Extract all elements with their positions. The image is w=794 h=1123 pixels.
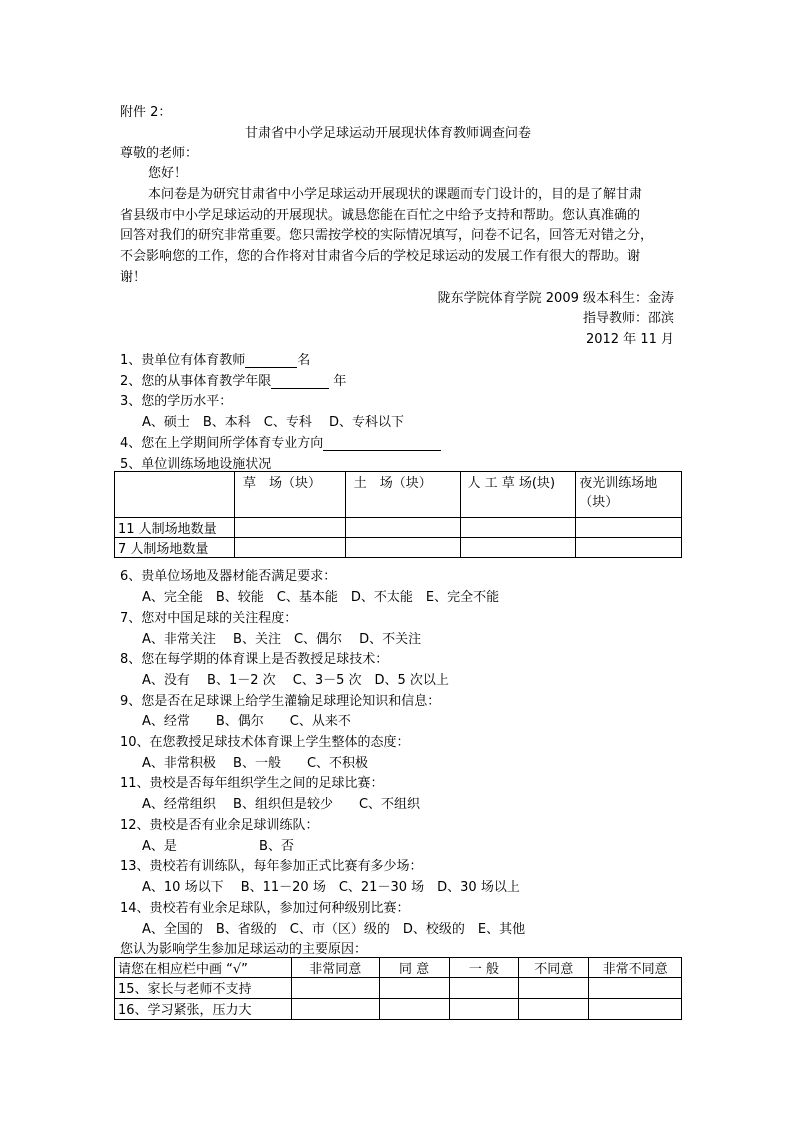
table-header-cell: 夜光训练场地（块） (576, 472, 682, 518)
question-10: 10、在您教授足球技术体育课上学生整体的态度： (120, 735, 410, 750)
question-1 (120, 349, 310, 368)
strongly-disagree-cell[interactable] (589, 999, 682, 1020)
question-8: 8、您在每学期的体育课上是否教授足球技术： (120, 652, 389, 667)
intro-line: 不会影响您的工作，您的合作将对甘肃省今后的学校足球运动的发展工作有很大的帮助。谢 (120, 249, 641, 264)
table-header-row (115, 958, 682, 978)
salutation: 尊敬的老师： (120, 146, 199, 161)
question-11-options: A、经常组织 B、组织但是较少 C、不组织 (142, 797, 421, 812)
question-11: 11、贵校是否每年组织学生之间的足球比赛： (120, 776, 384, 791)
row-label: 16、学习紧张，压力大 (115, 999, 292, 1020)
row-label: 7 人制场地数量 (115, 538, 235, 558)
table-row (115, 518, 682, 538)
question-unit: 年 (333, 374, 347, 389)
artificial-field-count-cell[interactable] (461, 538, 576, 558)
question-8-options: A、没有 B、1－2 次 C、3－5 次 D、5 次以上 (142, 673, 449, 688)
question-9: 9、您是否在足球课上给学生灌输足球理论知识和信息： (120, 694, 441, 709)
strongly-agree-cell[interactable] (291, 999, 379, 1020)
table-header-row (115, 472, 682, 518)
strongly-disagree-cell[interactable] (589, 978, 682, 999)
question-7: 7、您对中国足球的关注程度： (120, 611, 298, 626)
table-row (115, 538, 682, 558)
teacher-count-field[interactable] (245, 353, 297, 368)
artificial-field-count-cell[interactable] (461, 518, 576, 538)
question-5: 5、单位训练场地设施状况 (120, 457, 272, 472)
question-10-options: A、非常积极 B、一般 C、不积极 (142, 756, 369, 771)
table-header-cell: 人 工 草 场(块) (461, 472, 576, 518)
question-6: 6、贵单位场地及器材能否满足要求： (120, 569, 337, 584)
question-7-options: A、非常关注 B、关注 C、偶尔 D、不关注 (142, 632, 422, 647)
major-direction-field[interactable] (323, 436, 441, 451)
strongly-agree-cell[interactable] (291, 978, 379, 999)
grass-field-count-cell[interactable] (234, 518, 345, 538)
agree-cell[interactable] (379, 978, 449, 999)
question-12: 12、贵校是否有业余足球训练队： (120, 818, 319, 833)
row-label: 11 人制场地数量 (115, 518, 235, 538)
disagree-cell[interactable] (519, 999, 589, 1020)
table-row (115, 978, 682, 999)
reasons-rating-table (114, 957, 682, 1020)
table-header-cell: 草 场（块） (234, 472, 345, 518)
greeting: 您好！ (148, 166, 188, 181)
reasons-prompt: 您认为影响学生参加足球运动的主要原因： (120, 942, 368, 957)
signature-advisor: 指导教师：邵滨 (582, 311, 674, 326)
question-14-options: A、全国的 B、省级的 C、市（区）级的 D、校级的 E、其他 (142, 922, 526, 937)
table-header-cell: 非常不同意 (589, 958, 682, 978)
neutral-cell[interactable] (449, 978, 519, 999)
intro-line: 谢！ (120, 270, 147, 285)
table-header-cell: 非常同意 (291, 958, 379, 978)
intro-line: 本问卷是为研究甘肃省中小学足球运动开展现状的课题而专门设计的，目的是了解甘肃 (148, 187, 643, 202)
question-6-options: A、完全能 B、较能 C、基本能 D、不太能 E、完全不能 (142, 590, 500, 605)
table-header-cell (115, 472, 235, 518)
signature-author: 陇东学院体育学院 2009 级本科生：金涛 (437, 291, 674, 306)
table-header-cell: 请您在相应栏中画 “√” (115, 958, 292, 978)
question-2 (120, 370, 346, 389)
question-12-options: A、是 B、否 (142, 839, 294, 854)
question-13: 13、贵校若有训练队，每年参加正式比赛有多少场： (120, 859, 423, 874)
table-header-cell: 同 意 (379, 958, 449, 978)
field-facilities-table (114, 471, 682, 558)
dirt-field-count-cell[interactable] (345, 518, 461, 538)
question-text: 2、您的从事体育教学年限 (120, 374, 272, 389)
grass-field-count-cell[interactable] (234, 538, 345, 558)
teaching-years-field[interactable] (271, 374, 329, 389)
row-label: 15、家长与老师不支持 (115, 978, 292, 999)
table-row (115, 999, 682, 1020)
table-header-cell: 不同意 (519, 958, 589, 978)
question-3-options: A、硕士 B、本科 C、专科 D、专科以下 (142, 415, 405, 430)
table-header-cell: 一 般 (449, 958, 519, 978)
question-4 (120, 432, 441, 451)
page-title: 甘肃省中小学足球运动开展现状体育教师调查问卷 (245, 126, 532, 141)
question-unit: 名 (297, 353, 311, 368)
neutral-cell[interactable] (449, 999, 519, 1020)
intro-line: 回答对我们的研究非常重要。您只需按学校的实际情况填写，问卷不记名，回答无对错之分， (120, 228, 654, 243)
question-9-options: A、经常 B、偶尔 C、从来不 (142, 714, 351, 729)
table-header-cell: 土 场（块） (345, 472, 461, 518)
question-3: 3、您的学历水平： (120, 394, 233, 409)
question-text: 4、您在上学期间所学体育专业方向 (120, 436, 324, 451)
signature-date: 2012 年 11 月 (585, 332, 674, 347)
disagree-cell[interactable] (519, 978, 589, 999)
question-14: 14、贵校若有业余足球队，参加过何种级别比赛： (120, 901, 410, 916)
night-field-count-cell[interactable] (576, 518, 682, 538)
question-13-options: A、10 场以下 B、11－20 场 C、21－30 场 D、30 场以上 (142, 880, 520, 895)
question-text: 1、贵单位有体育教师 (120, 353, 246, 368)
attachment-label: 附件 2： (120, 105, 172, 120)
dirt-field-count-cell[interactable] (345, 538, 461, 558)
intro-line: 省县级市中小学足球运动的开展现状。诚恳您能在百忙之中给予支持和帮助。您认真准确的 (120, 208, 641, 223)
agree-cell[interactable] (379, 999, 449, 1020)
night-field-count-cell[interactable] (576, 538, 682, 558)
